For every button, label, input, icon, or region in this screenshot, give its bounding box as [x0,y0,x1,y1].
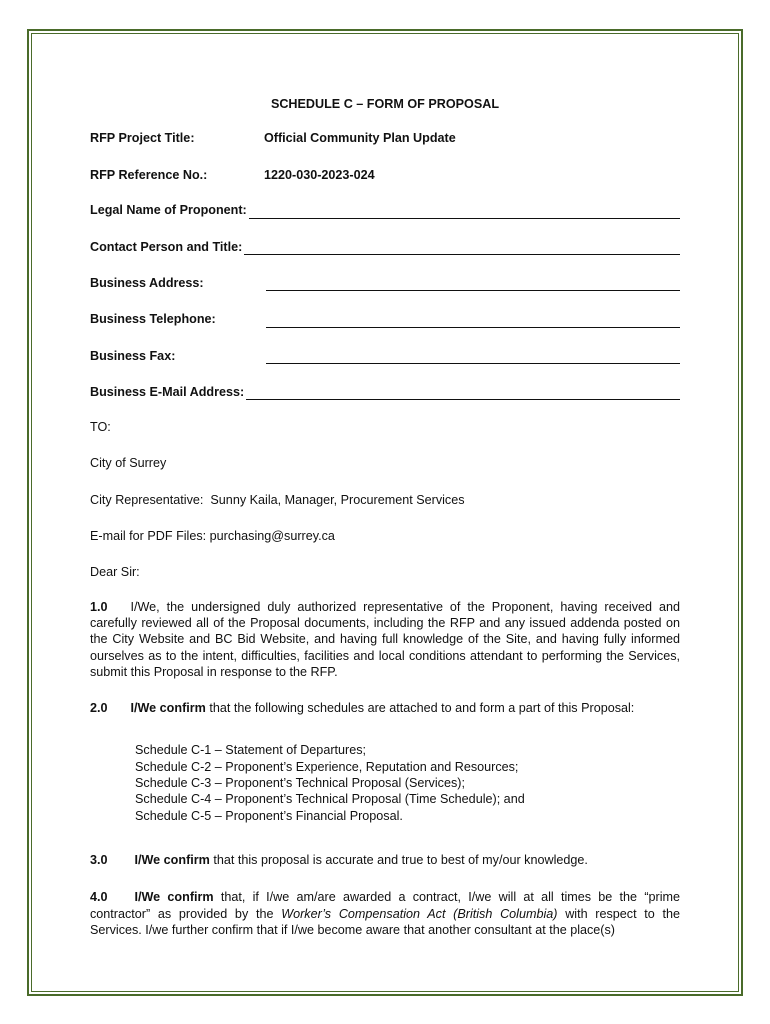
business-address-field[interactable] [90,275,680,291]
business-telephone-blank-line[interactable] [266,315,680,328]
project-title-row [90,130,680,146]
section-4-bold: I/We confirm [134,890,214,905]
section-4-number: 4.0 [90,890,108,905]
business-telephone-label: Business Telephone: [90,312,216,327]
schedule-item: Schedule C-3 – Proponent’s Technical Proposal (Services); [135,776,465,791]
schedule-list [135,742,680,823]
schedule-item: Schedule C-5 – Proponent’s Financial Proposal. [135,808,403,823]
section-1 [90,599,680,680]
representative-value: Sunny Kaila, Manager, Procurement Services [210,492,465,507]
email-value: purchasing@surrey.ca [209,529,335,544]
reference-label: RFP Reference No.: [90,168,208,183]
business-email-label: Business E-Mail Address: [90,384,245,399]
section-3-text: that this proposal is accurate and true to best of my/our knowledge. [213,852,588,867]
to-label: TO: [90,420,111,435]
section-2-number: 2.0 [90,701,108,716]
legal-name-blank-line[interactable] [249,206,680,219]
section-1-text: I/We, the undersigned duly authorized representative of the Proponent, having received and carefully reviewed all of the Proposal documents, including the RFP and any issued addenda posted on the City Website and BC Bid Website, and having full knowledge of the Site, and having fully informed ourselves as to the intent, difficulties, facilities and local conditions attendant to performing the Services, submit this Proposal in response to the RFP. [90,599,680,679]
business-address-blank-line[interactable] [266,278,680,291]
document-title: SCHEDULE C – FORM OF PROPOSAL [270,97,500,111]
section-3-bold: I/We confirm [134,852,210,867]
email-label: E-mail for PDF Files: [90,529,207,544]
contact-person-field[interactable] [90,239,680,255]
schedule-item: Schedule C-2 – Proponent’s Experience, Reputation and Resources; [135,759,519,774]
schedule-item: Schedule C-4 – Proponent’s Technical Proposal (Time Schedule); and [135,792,525,807]
section-4-text-b: with respect to the Services. I/we further confirm that if I/we become aware that another consultant at the place(s) [90,906,681,937]
salutation: Dear Sir: [90,565,140,580]
representative-label: City Representative: [90,492,204,507]
business-fax-blank-line[interactable] [266,351,680,364]
reference-value: 1220-030-2023-024 [264,168,375,183]
section-4-text-a: that, if I/we am/are awarded a contract, I/we will at all times be the “prime contractor” as provided by the [90,890,680,921]
business-email-blank-line[interactable] [246,387,680,400]
business-fax-label: Business Fax: [90,348,176,363]
representative-line [90,492,680,508]
section-2-bold: I/We confirm [130,701,206,716]
section-3 [90,852,680,868]
section-3-number: 3.0 [90,852,108,867]
business-address-label: Business Address: [90,275,204,290]
project-title-label: RFP Project Title: [90,131,195,146]
section-4 [90,889,680,938]
section-2-text: that the following schedules are attached to and form a part of this Proposal: [209,701,635,716]
section-2 [90,700,680,716]
contact-person-label: Contact Person and Title: [90,239,243,254]
business-email-field[interactable] [90,384,680,400]
project-title-value: Official Community Plan Update [264,131,456,146]
legal-name-label: Legal Name of Proponent: [90,203,247,218]
business-fax-field[interactable] [90,348,680,364]
section-4-italic: Worker’s Compensation Act (British Columbia) [281,906,558,921]
email-line [90,528,680,544]
business-telephone-field[interactable] [90,311,680,327]
city-name: City of Surrey [90,456,167,471]
document-content [90,96,680,958]
contact-person-blank-line[interactable] [244,242,680,255]
section-1-number: 1.0 [90,599,108,614]
legal-name-field[interactable] [90,202,680,218]
schedule-item: Schedule C-1 – Statement of Departures; [135,743,367,758]
reference-row [90,167,680,183]
